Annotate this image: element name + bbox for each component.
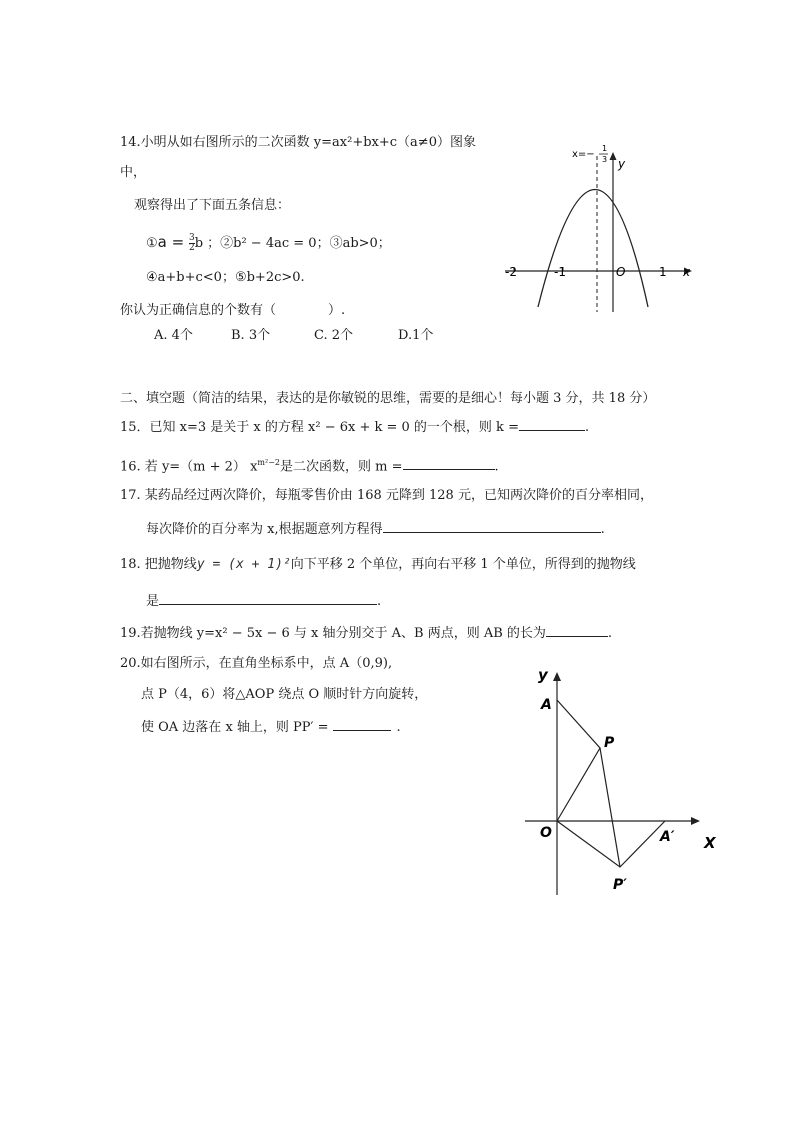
q14-line3: 观察得出了下面五条信息：	[134, 198, 291, 213]
q18-line2	[146, 592, 381, 611]
q17-text: 每次降价的百分率为 x,根据题意列方程得	[146, 522, 383, 537]
q15-text: 15．已知 x=3 是关于 x 的方程 x² − 6x + k = 0 的一个根，则 k =	[120, 420, 519, 435]
q14-y-arrow	[610, 152, 617, 160]
q14-info1-rest: b ；②b² − 4ac = 0；③ab>0；	[194, 236, 391, 251]
q20-line1: 20.如右图所示，在直角坐标系中，点 A（0,9),	[120, 656, 393, 671]
q20-label-P-prime: P′	[613, 877, 627, 893]
q17-line1: 17. 某药品经过两次降价，每瓶零售价由 168 元降到 128 元，已知两次降价的百分率相同，	[120, 488, 653, 503]
q14-line2: 中，	[120, 165, 147, 180]
q18-line1	[120, 556, 636, 574]
q14-option-b: B. 3个	[231, 328, 271, 343]
q14-question: 你认为正确信息的个数有（ ）.	[120, 303, 346, 318]
q19-answer-blank[interactable]	[546, 624, 608, 637]
q20-line3	[141, 718, 401, 737]
q15-answer-blank[interactable]	[519, 418, 585, 431]
q14-sym-label-prefix: x=−	[572, 149, 595, 160]
q16-exponent: m²−2	[257, 458, 280, 467]
q14-info2: ④a+b+c<0；⑤b+2c>0.	[146, 270, 305, 285]
q20-rotation-diagram	[520, 660, 730, 900]
q14-line1: 14.小明从如右图所示的二次函数 y=ax²+bx+c（a≠0）图象	[120, 135, 476, 150]
q14-tick-label-neg1: -1	[554, 265, 566, 279]
q20-line2: 点 P（4，6）将△AOP 绕点 O 顺时针方向旋转，	[141, 687, 428, 702]
q14-option-c: C. 2个	[314, 328, 354, 343]
q14-parabola-graph	[500, 142, 700, 314]
q16-line	[120, 454, 499, 476]
q14-info1	[146, 233, 391, 253]
q19-period: .	[607, 626, 613, 641]
q20-text: 使 OA 边落在 x 轴上，则 PP′ =	[141, 720, 329, 735]
q17-answer-blank[interactable]	[383, 520, 601, 533]
q20-label-x: X	[704, 834, 716, 852]
q19-text: 19.若抛物线 y=x² − 5x − 6 与 x 轴分别交于 A、B 两点，则 AB 的长为	[120, 626, 546, 641]
q15-period: .	[584, 420, 590, 435]
q17-period: .	[600, 522, 605, 537]
q16-period: .	[494, 459, 499, 475]
q18-text-a: 18. 把抛物线	[120, 557, 197, 572]
q20-label-y: y	[538, 666, 548, 684]
q14-option-a: A. 4个	[154, 328, 193, 343]
section2-heading: 二、填空题（简洁的结果，表达的是你敏锐的思维，需要的是细心！每小题 3 分，共 18 分）	[120, 391, 656, 406]
q20-y-arrow	[553, 672, 561, 681]
q14-y-label: y	[618, 157, 626, 171]
q14-info1-a: a =	[157, 233, 189, 251]
q14-info1-num: 3	[188, 233, 195, 243]
q20-label-A-prime: A′	[660, 829, 675, 845]
q14-info1-marker: ①	[146, 236, 158, 251]
q16-answer-blank[interactable]	[403, 457, 495, 470]
q14-tick-label-1: 1	[659, 265, 667, 279]
q14-x-label: x	[683, 265, 691, 279]
q20-label-P: P	[604, 735, 615, 751]
q20-period: .	[396, 720, 401, 735]
q20-triangle-rotated	[557, 821, 665, 867]
q14-sym-den: 3	[602, 155, 608, 164]
q20-x-arrow	[691, 817, 700, 825]
q20-triangle-AOP	[557, 700, 600, 821]
q16-text-b: 是二次函数，则 m =	[280, 459, 403, 475]
q18-period: .	[377, 594, 382, 609]
q20-label-A: A	[541, 697, 552, 713]
q16-text-a: 16. 若 y=（m + 2） x	[120, 459, 258, 475]
q14-sym-num: 1	[602, 144, 608, 153]
q18-text-b: 向下平移 2 个单位，再向右平移 1 个单位，所得到的抛物线	[290, 557, 636, 572]
q14-parabola-curve	[538, 190, 648, 308]
q14-info1-den: 2	[188, 243, 195, 253]
q19-line	[120, 624, 612, 643]
q17-line2	[146, 520, 605, 539]
q18-expression: y = (x + 1)²	[196, 557, 291, 572]
q18-answer-blank[interactable]	[159, 592, 377, 605]
q15-line	[120, 418, 589, 437]
q20-answer-blank[interactable]	[333, 718, 391, 731]
q14-origin-label: O	[616, 265, 626, 279]
q14-tick-label-neg2: -2	[505, 265, 517, 279]
q14-option-d: D.1个	[398, 328, 434, 343]
q20-label-O: O	[540, 825, 552, 841]
q18-text-c: 是	[146, 594, 160, 609]
q20-segment-PP	[600, 748, 620, 867]
